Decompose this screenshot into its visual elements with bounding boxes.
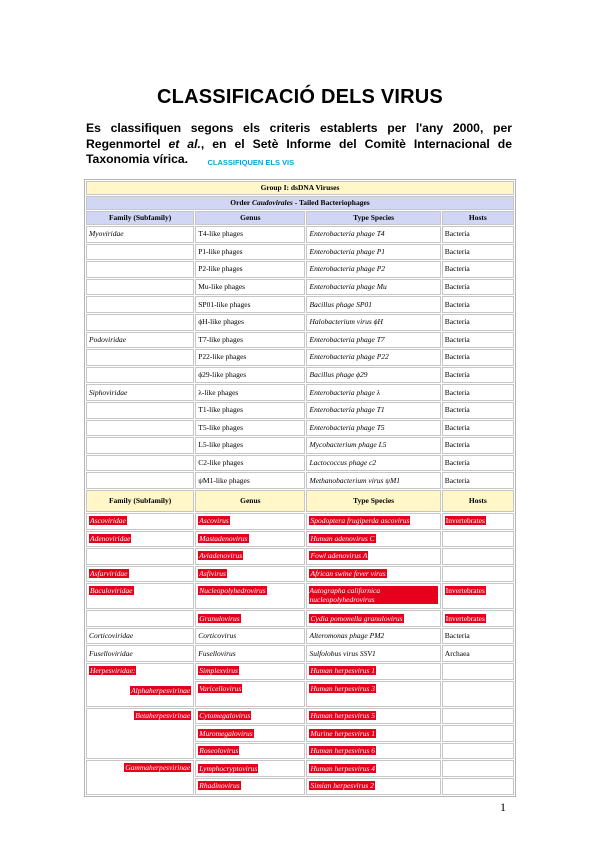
table-row (86, 420, 514, 437)
table-row (86, 645, 514, 662)
col-family-header-2: Family (Subfamily) (86, 490, 194, 512)
order-name: Caudovirales (252, 198, 293, 207)
col-hosts-header: Hosts (442, 211, 514, 225)
family-cell[interactable]: Ascoviridae (90, 516, 126, 526)
species-cell[interactable]: Human herpesvirus 6 (310, 746, 376, 756)
family-cell (86, 349, 194, 366)
family-cell (86, 314, 194, 331)
genus-cell: C2-like phages (195, 455, 305, 472)
species-cell: Enterobacteria phage P1 (306, 244, 440, 261)
table-row (86, 332, 514, 349)
species-cell: Enterobacteria phage λ (306, 384, 440, 401)
order-header: Order Caudovirales - Tailed Bacteriophages (86, 196, 514, 210)
genus-cell[interactable]: Aviadenovirus (199, 551, 243, 561)
table-row (86, 226, 514, 243)
table-row (86, 566, 514, 583)
species-cell: Enterobacteria phage T7 (306, 332, 440, 349)
table-row (86, 279, 514, 296)
table-row (86, 708, 514, 725)
intro-paragraph (86, 121, 512, 171)
table-row (86, 296, 514, 313)
intro-text-1: Es classifiquen segons els criteris establerts per l'any 2000, per Regenmortel (86, 121, 512, 151)
family-cell (86, 420, 194, 437)
genus-cell[interactable]: Nucleopolyhedrovirus (199, 586, 266, 596)
genus-cell[interactable]: Roseolovirus (199, 746, 239, 756)
species-cell[interactable]: Cydia pomonella granulovirus (310, 613, 403, 623)
family-cell (86, 437, 194, 454)
genus-cell: ψM1-like phages (195, 472, 305, 489)
genus-cell: L5-like phages (195, 437, 305, 454)
species-cell[interactable]: African swine fever virus (310, 568, 386, 578)
table-row (86, 583, 514, 609)
table-row (86, 548, 514, 565)
family-cell[interactable]: Baculoviridae (90, 586, 133, 596)
col-genus-header: Genus (195, 211, 305, 225)
classify-link[interactable]: CLASSIFIQUEN ELS VIS (207, 158, 295, 167)
genus-cell: P2-like phages (195, 261, 305, 278)
species-cell[interactable]: Human adenovirus C (310, 533, 375, 543)
page-number: 1 (500, 800, 506, 814)
subfamily-beta[interactable]: Betaherpesvirinae (135, 710, 191, 720)
family-cell: Fuselloviridae (86, 645, 194, 662)
species-cell: Enterobacteria phage Mu (306, 279, 440, 296)
genus-cell[interactable]: Asfivirus (199, 568, 226, 578)
species-cell: Enterobacteria phage T1 (306, 402, 440, 419)
genus-cell[interactable]: Cytomegalovirus (199, 710, 251, 720)
host-cell: Bacteria (442, 402, 514, 419)
genus-cell: T5-like phages (195, 420, 305, 437)
species-cell: Bacillus phage SP01 (306, 296, 440, 313)
genus-cell[interactable]: Ascovirus (199, 516, 229, 526)
species-cell: Alteromonas phage PM2 (306, 628, 440, 645)
species-cell[interactable]: Autographa californica nucleopolyhedrovirus (309, 586, 437, 604)
page-title: CLASSIFICACIÓ DELS VIRUS (157, 86, 443, 108)
column-header-row-2 (86, 490, 514, 512)
genus-cell[interactable]: Varicellovirus (199, 683, 242, 693)
genus-cell: λ-like phages (195, 384, 305, 401)
genus-cell: ϕH-like phages (195, 314, 305, 331)
genus-cell: Fusellovirus (195, 645, 305, 662)
table-row (86, 531, 514, 548)
host-cell: Bacteria (442, 437, 514, 454)
host-cell: Bacteria (442, 472, 514, 489)
species-cell[interactable]: Simian herpesvirus 2 (310, 781, 374, 791)
species-cell[interactable]: Murine herpesvirus 1 (310, 728, 376, 738)
genus-cell[interactable]: Lymphocryptovirus (199, 763, 258, 773)
genus-cell: Corticovirus (195, 628, 305, 645)
species-cell[interactable]: Human herpesvirus 1 (310, 666, 376, 676)
family-cell: Corticoviridae (86, 628, 194, 645)
family-cell[interactable]: Herpesviridae: (90, 666, 136, 676)
table-row (86, 349, 514, 366)
family-cell (86, 402, 194, 419)
genus-cell[interactable]: Simplexvirus (199, 666, 238, 676)
table-row (86, 367, 514, 384)
family-cell (86, 455, 194, 472)
genus-cell: SP01-like phages (195, 296, 305, 313)
genus-cell: P1-like phages (195, 244, 305, 261)
table-row (86, 437, 514, 454)
species-cell[interactable]: Human herpesvirus 3 (310, 683, 376, 693)
genus-cell: P22-like phages (195, 349, 305, 366)
host-cell: Bacteria (442, 296, 514, 313)
host-cell: Bacteria (442, 455, 514, 472)
genus-cell[interactable]: Granulovirus (199, 613, 240, 623)
family-cell (86, 279, 194, 296)
species-cell: Lactococcus phage c2 (306, 455, 440, 472)
host-cell[interactable]: Invertebrates (445, 586, 485, 596)
col-hosts-header-2: Hosts (442, 490, 514, 512)
table-row (86, 384, 514, 401)
table-row (86, 760, 514, 777)
family-cell (86, 261, 194, 278)
col-species-header-2: Type Species (306, 490, 440, 512)
species-cell: Enterobacteria phage T4 (306, 226, 440, 243)
family-cell: Siphoviridae (86, 384, 194, 401)
family-cell (86, 472, 194, 489)
table-row (86, 314, 514, 331)
family-cell (86, 367, 194, 384)
family-cell (86, 296, 194, 313)
host-cell: Bacteria (442, 384, 514, 401)
table-row (86, 244, 514, 261)
family-cell: Myoviridae (86, 226, 194, 243)
family-cell[interactable]: Asfarviridae (90, 568, 128, 578)
host-cell: Bacteria (442, 261, 514, 278)
species-cell[interactable]: Human herpesvirus 5 (310, 710, 376, 720)
host-cell: Bacteria (442, 332, 514, 349)
family-cell[interactable]: Adenoviridae (90, 533, 131, 543)
species-cell[interactable]: Human herpesvirus 4 (310, 763, 376, 773)
genus-cell: ϕ29-like phages (195, 367, 305, 384)
species-cell: Bacillus phage ϕ29 (306, 367, 440, 384)
species-cell: Halobacterium virus ϕH (306, 314, 440, 331)
col-family-header: Family (Subfamily) (86, 211, 194, 225)
table-row (86, 610, 514, 627)
family-cell: Podoviridae (86, 332, 194, 349)
caudovirales-rows (86, 226, 514, 489)
intro-et-al: et al. (168, 136, 201, 151)
genus-cell: T1-like phages (195, 402, 305, 419)
host-cell: Archaea (442, 645, 514, 662)
host-cell: Bacteria (442, 628, 514, 645)
host-cell[interactable]: Invertebrates (445, 516, 485, 526)
host-cell: Bacteria (442, 244, 514, 261)
genus-cell: T4-like phages (195, 226, 305, 243)
genus-cell[interactable]: Muromegalovirus (199, 728, 253, 738)
host-cell: Bacteria (442, 314, 514, 331)
table-row (86, 455, 514, 472)
herpes-family-cell (86, 663, 194, 707)
table-row (86, 663, 514, 680)
species-cell: Methanobacterium virus ψM1 (306, 472, 440, 489)
table-row (86, 472, 514, 489)
column-header-row (86, 211, 514, 225)
genus-cell: T7-like phages (195, 332, 305, 349)
species-cell: Enterobacteria phage T5 (306, 420, 440, 437)
table-row (86, 513, 514, 530)
subfamily-gamma[interactable]: Gammaherpesvirinae (125, 763, 191, 773)
virus-classification-table (84, 179, 516, 797)
host-cell: Bacteria (442, 367, 514, 384)
host-cell: Bacteria (442, 349, 514, 366)
genus-cell[interactable]: Mastadenovirus (199, 533, 248, 543)
host-cell: Bacteria (442, 226, 514, 243)
col-species-header: Type Species (306, 211, 440, 225)
species-cell: Mycobacterium phage L5 (306, 437, 440, 454)
intro-text-2: , en el Setè Informe del Comitè Internacional de Taxonomia vírica. (86, 136, 512, 166)
table-row (86, 402, 514, 419)
host-cell[interactable]: Invertebrates (445, 613, 485, 623)
species-cell: Sulfolobus virus SSV1 (306, 645, 440, 662)
species-cell: Enterobacteria phage P22 (306, 349, 440, 366)
table-row (86, 628, 514, 645)
host-cell: Bacteria (442, 279, 514, 296)
species-cell[interactable]: Spodoptera frugiperda ascovirus (310, 516, 410, 526)
species-cell[interactable]: Fowl adenovirus A (310, 551, 368, 561)
genus-cell: Mu-like phages (195, 279, 305, 296)
genus-cell[interactable]: Rhadinovirus (199, 781, 240, 791)
col-genus-header-2: Genus (195, 490, 305, 512)
species-cell: Enterobacteria phage P2 (306, 261, 440, 278)
table-row (86, 261, 514, 278)
subfamily-alpha[interactable]: Alphaherpesvirinae (131, 686, 191, 696)
group-header: Group I: dsDNA Viruses (86, 181, 514, 195)
family-cell (86, 244, 194, 261)
host-cell: Bacteria (442, 420, 514, 437)
